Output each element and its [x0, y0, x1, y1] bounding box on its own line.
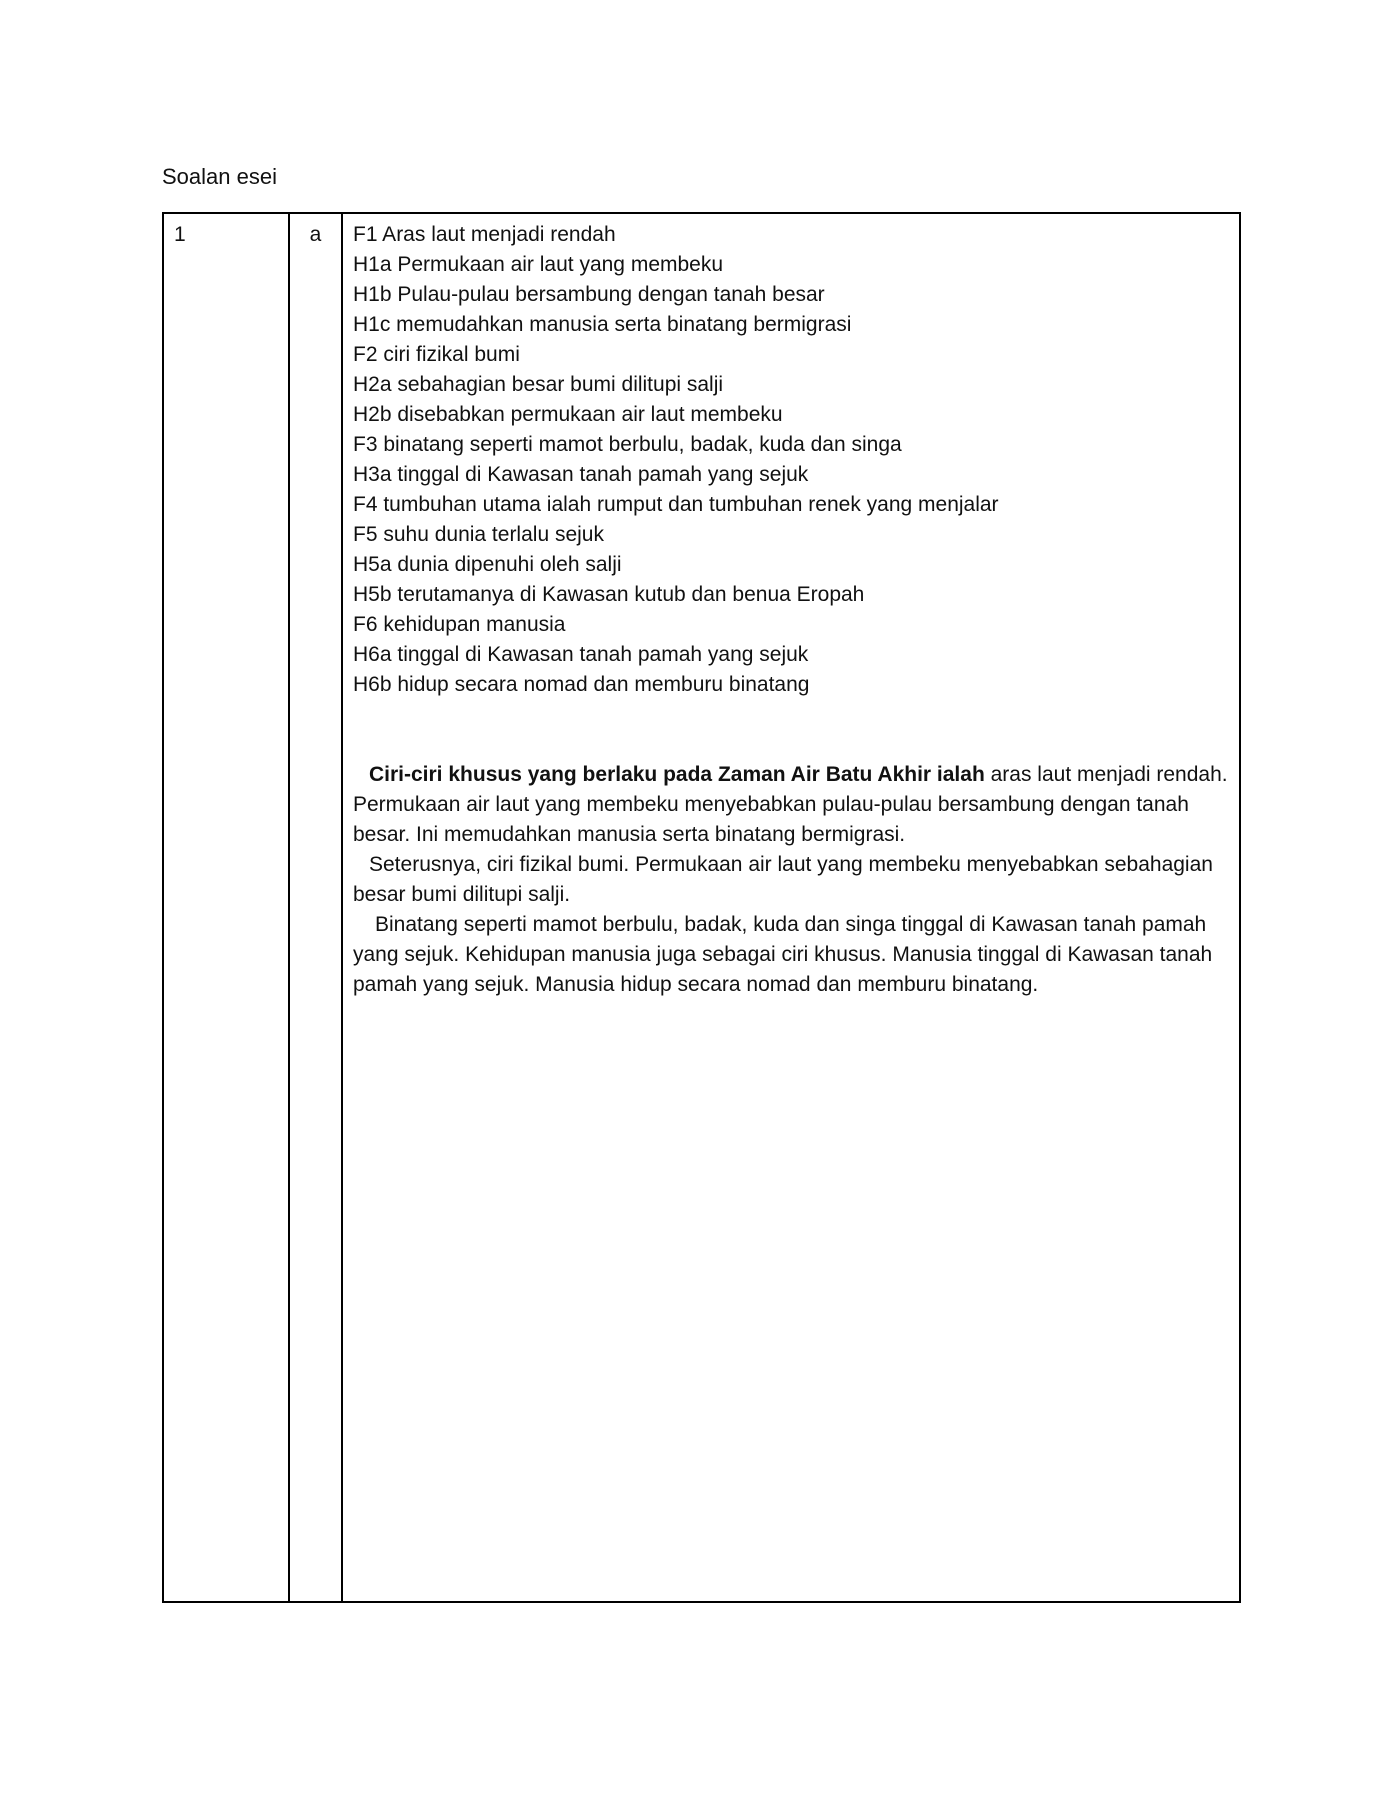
list-item: H3a tinggal di Kawasan tanah pamah yang sejuk — [353, 463, 809, 486]
list-item: H2a sebahagian besar bumi dilitupi salji — [353, 373, 724, 396]
points-list — [353, 220, 1229, 700]
essay-paragraph-3: Binatang seperti mamot berbulu, badak, kuda dan singa tinggal di Kawasan tanah pamah yang sejuk. Kehidupan manusia juga sebagai ciri khusus. Manusia tinggal di Kawasan tanah pamah yang sejuk. Manusia hidup secara nomad dan memburu binatang. — [353, 913, 1213, 996]
essay-answer — [353, 760, 1229, 1000]
answer-cell — [342, 213, 1240, 1602]
list-item: F1 Aras laut menjadi rendah — [353, 223, 616, 246]
list-item: F6 kehidupan manusia — [353, 613, 566, 636]
list-item: F3 binatang seperti mamot berbulu, badak, kuda dan singa — [353, 433, 902, 456]
list-item: F4 tumbuhan utama ialah rumput dan tumbuhan renek yang menjalar — [353, 493, 999, 516]
list-item: H6b hidup secara nomad dan memburu binatang — [353, 673, 810, 696]
essay-paragraph-2: Seterusnya, ciri fizikal bumi. Permukaan air laut yang membeku menyebabkan sebahagian besar bumi dilitupi salji. — [353, 853, 1213, 906]
list-item: H5a dunia dipenuhi oleh salji — [353, 553, 622, 576]
list-item: H1c memudahkan manusia serta binatang bermigrasi — [353, 313, 852, 336]
answer-content — [343, 214, 1239, 1000]
answer-table — [162, 212, 1241, 1603]
table-row — [163, 213, 1240, 1602]
part-label: a — [309, 223, 322, 246]
question-number-cell — [163, 213, 289, 1602]
list-item: F2 ciri fizikal bumi — [353, 343, 520, 366]
list-item: H6a tinggal di Kawasan tanah pamah yang sejuk — [353, 643, 809, 666]
question-number: 1 — [174, 223, 186, 246]
part-cell — [289, 213, 342, 1602]
essay-paragraph-1-text: aras laut menjadi rendah. Permukaan air laut yang membeku menyebabkan pulau-pulau bersambung dengan tanah besar. Ini memudahkan manusia serta binatang bermigrasi. — [353, 763, 1228, 846]
essay-lead-bold: Ciri-ciri khusus yang berlaku pada Zaman Air Batu Akhir ialah — [369, 763, 985, 786]
page-title: Soalan esei — [162, 164, 277, 189]
list-item: H1b Pulau-pulau bersambung dengan tanah besar — [353, 283, 825, 306]
list-item: H5b terutamanya di Kawasan kutub dan benua Eropah — [353, 583, 865, 606]
list-item: H1a Permukaan air laut yang membeku — [353, 253, 724, 276]
list-item: H2b disebabkan permukaan air laut membeku — [353, 403, 783, 426]
list-item: F5 suhu dunia terlalu sejuk — [353, 523, 604, 546]
essay-paragraph-1 — [353, 760, 1229, 850]
